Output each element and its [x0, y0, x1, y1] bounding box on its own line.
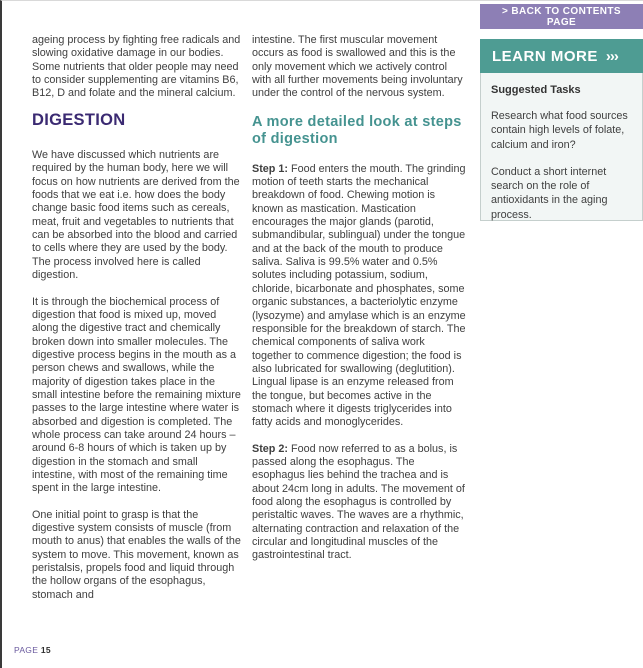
step-1-label: Step 1: [252, 162, 288, 175]
chevron-right-arrows-icon: ››› [605, 47, 618, 65]
middle-text-column [252, 34, 466, 576]
task-item: Conduct a short internet search on the role of antioxidants in the aging process. [491, 165, 608, 221]
paragraph: We have discussed which nutrients are required by the human body, here we will focus on how nutrients are derived from the foods that we eat i.e. how does the body change basic food items such as cereals, meat, fruit and vegetables to nutrients that can be absorbed into the blood and carried to cells where they are used by the body. The process involved here is called digestion. [32, 149, 240, 282]
suggested-tasks-title: Suggested Tasks [491, 84, 581, 96]
step-2-label: Step 2: [252, 442, 288, 455]
paragraph: ageing process by fighting free radicals and slowing oxidative damage in our bodies. Some nutrients that older people may need to consider supplementing are vitamins B6, B12, D and folate and the mineral calcium. [32, 34, 241, 100]
paragraph: One initial point to grasp is that the digestive system consists of muscle (from mouth to anus) that enables the walls of the system to move. This movement, known as peristalsis, propels food and liquid through the hollow organs of the esophagus, stomach and [32, 508, 241, 601]
step-2-text: Food now referred to as a bolus, is passed along the esophagus. The esophagus lies behind the trachea and is about 24cm long in adults. The movement of food along the esophagus is controlled by peristaltic waves. The waves are a rhythmic, alternating contraction and relaxation of the circular and longitudinal muscles of the gastrointestinal tract. [252, 442, 465, 562]
digestion-heading: DIGESTION [32, 110, 126, 129]
steps-of-digestion-heading: A more detailed look at steps of digestion [252, 113, 462, 148]
left-text-column [32, 34, 241, 615]
paragraph: It is through the biochemical process of digestion that food is mixed up, moved along the digestive tract and chemically broken down into smaller molecules. The digestive process begins in the mouth as a person chews and swallows, while the majority of digestion takes place in the small intestine before the remaining mixture passes to the large intestine where water is absorbed and digestion is completed. The whole process can take around 24 hours – around 6-8 hours of which is taken up by digestion in the stomach and small intestine, with most of the remaining time spent in the large intestine. [32, 295, 241, 495]
page-footer [14, 645, 51, 655]
paragraph: intestine. The first muscular movement occurs as food is swallowed and this is the only movement which we actively control with all further movements being involuntary under the control of the nervous system. [252, 34, 463, 100]
page-label: PAGE [14, 645, 39, 655]
suggested-tasks-panel [480, 73, 643, 221]
back-to-contents-button[interactable]: > BACK TO CONTENTS PAGE [480, 4, 643, 29]
step-paragraph [252, 163, 466, 430]
step-1-text: Food enters the mouth. The grinding motion of teeth starts the mechanical breakdown of food. Chewing motion is known as mastication. Mastication encourages the major glands (parotid, submandibular, sublingual) under the tongue and at the back of the mouth to produce saliva. Saliva is 99.5% water and 0.5% solutes including potassium, sodium, chloride, bicarbonate and phosphates, some organic substances, a bacteriolytic enzyme (lysozyme) and amylase which is an enzyme responsible for the breakdown of starch. The chemical components of saliva work together to commence digestion; the food is also lubricated for swallowing (deglutition). Lingual lipase is an enzyme released from the tongue, but becomes active in the stomach where it digests triglycerides into fatty acids and monoglycerides. [252, 162, 466, 429]
learn-more-banner [480, 39, 643, 73]
page-number: 15 [40, 645, 51, 655]
task-item: Research what food sources contain high levels of folate, calcium and iron? [491, 110, 628, 151]
step-paragraph [252, 443, 466, 563]
learn-more-label: LEARN MORE [492, 47, 598, 65]
